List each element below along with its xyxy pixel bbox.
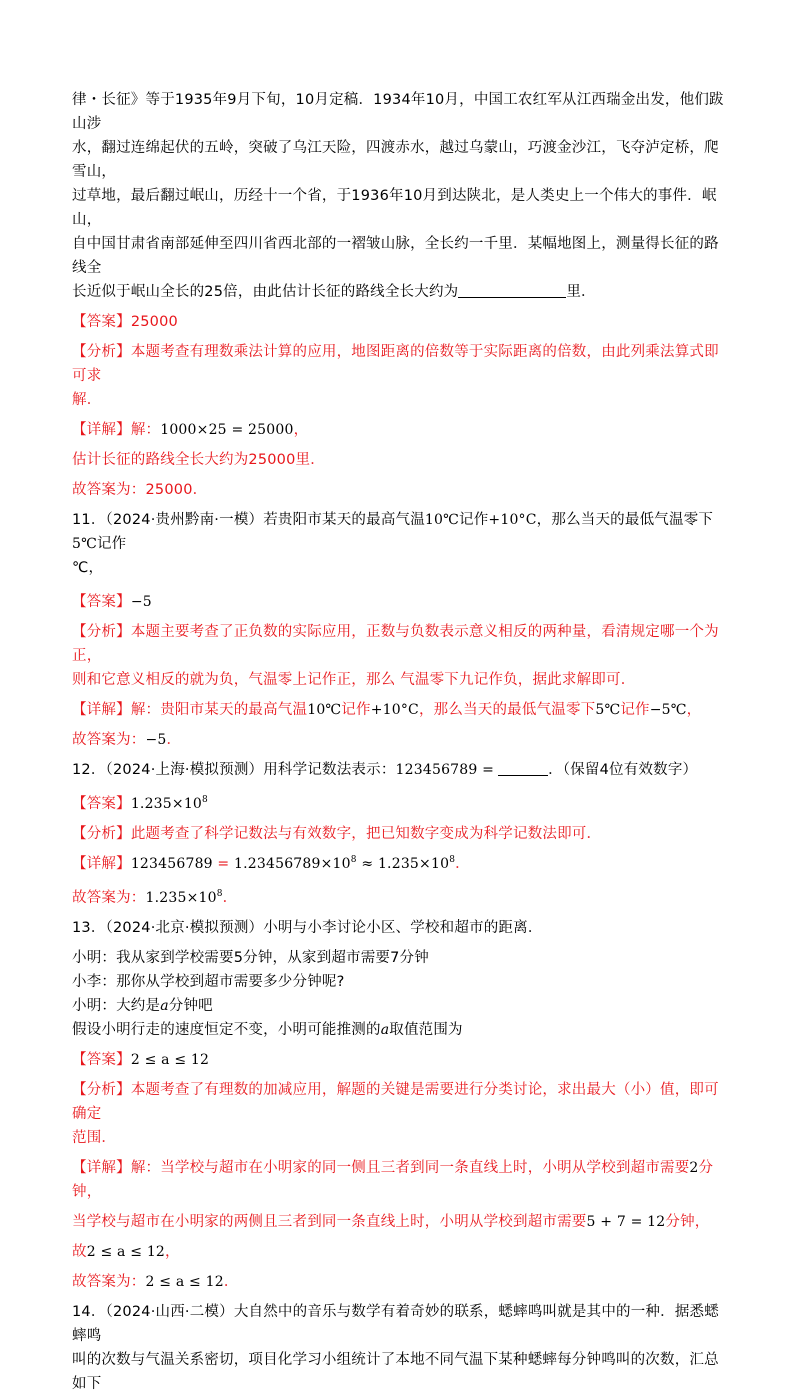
q10-text: 里． bbox=[566, 284, 596, 300]
q11-stem bbox=[72, 508, 732, 556]
q12-detail bbox=[72, 852, 732, 876]
final-end: ． bbox=[223, 1274, 239, 1290]
detail-math: 1.235×10 bbox=[377, 856, 450, 872]
analysis-text: 本题考查了有理数的加减应用，解题的关键是需要进行分类讨论，求出最大（小）值，即可确定 bbox=[72, 1082, 719, 1122]
q10-text-line: 律・长征》等于1935年9月下旬，10月定稿．1934年10月，中国工农红军从江西瑞金出发，他们跋山涉 bbox=[72, 92, 724, 132]
q10-analysis bbox=[72, 340, 732, 388]
final-end: ． bbox=[222, 890, 238, 906]
q12-stem bbox=[72, 758, 732, 782]
q10-detail-line2: 估计长征的路线全长大约为25000里． bbox=[72, 452, 325, 468]
analysis-text: 此题考查了科学记数法与有效数字，把已知数字变成为科学记数法即可． bbox=[130, 826, 602, 842]
final-value: 2 ≤ a ≤ 12 bbox=[145, 1274, 224, 1290]
q11-stem-line2: ℃， bbox=[72, 560, 104, 576]
detail-math: ≈ bbox=[356, 856, 378, 872]
detail-tag: 【详解】 bbox=[72, 1160, 131, 1176]
answer-tag: 【答案】 bbox=[72, 1052, 131, 1068]
detail-exponent: 8 bbox=[350, 855, 357, 865]
q13-text: 小明：大约是 bbox=[72, 998, 161, 1014]
detail-text: 分钟， bbox=[665, 1214, 710, 1230]
q11-analysis bbox=[72, 620, 732, 668]
q10-answer bbox=[72, 310, 732, 334]
q12-text: ．（保留4位有效数字） bbox=[548, 762, 698, 778]
final-end: ． bbox=[192, 482, 208, 498]
detail-text: ，那么当天的最低气温零下 bbox=[418, 702, 596, 718]
q12-math: 123456789 = bbox=[395, 762, 495, 778]
q13-dialogue-xiaoming2 bbox=[72, 994, 732, 1018]
q13-detail-line2 bbox=[72, 1210, 732, 1234]
q11-text: ，那么当天的最低气温零下 bbox=[536, 512, 714, 528]
detail-tag: 【详解】 bbox=[72, 422, 131, 438]
detail-text: 记作 bbox=[620, 702, 650, 718]
q13-analysis-line2: 范围． bbox=[72, 1130, 117, 1146]
detail-text: 解： bbox=[130, 422, 161, 438]
q10-detail bbox=[72, 418, 732, 442]
q11-math: 5℃ bbox=[72, 536, 97, 552]
document-page bbox=[72, 88, 732, 1396]
detail-math: +10°C bbox=[370, 702, 419, 718]
analysis-tag: 【分析】 bbox=[72, 344, 131, 360]
q11-detail bbox=[72, 698, 732, 722]
q13-detail bbox=[72, 1156, 732, 1204]
detail-math: 2 bbox=[689, 1160, 699, 1176]
detail-tag: 【详解】 bbox=[72, 702, 131, 718]
analysis-text: 本题主要考查了正负数的实际应用，正数与负数表示意义相反的两种量，看清规定哪一个为正， bbox=[72, 624, 719, 664]
final-end: ． bbox=[166, 732, 182, 748]
q13-stem: 13．（2024·北京·模拟预测）小明与小李讨论小区、学校和超市的距离． bbox=[72, 920, 543, 936]
q12-answer bbox=[72, 792, 732, 816]
final-value: −5 bbox=[145, 732, 167, 748]
answer-value: −5 bbox=[130, 594, 152, 610]
q13-dialogue-xiaoming: 小明：我从家到学校需要5分钟，从家到超市需要7分钟 bbox=[72, 950, 429, 966]
detail-text: ． bbox=[455, 856, 470, 872]
q10-final bbox=[72, 478, 732, 502]
detail-text: 记作 bbox=[341, 702, 371, 718]
final-label: 故答案为： bbox=[72, 482, 146, 498]
detail-text: ， bbox=[293, 422, 309, 438]
q13-assumption bbox=[72, 1018, 732, 1042]
q11-analysis-line2: 则和它意义相反的就为负，气温零上记作正，那么 气温零下九记作负，据此求解即可． bbox=[72, 672, 636, 688]
detail-math: 123456789 bbox=[130, 856, 213, 872]
final-exponent: 8 bbox=[216, 889, 223, 899]
q14-stem: 14．（2024·山西·二模）大自然中的音乐与数学有着奇妙的联系，蟋蟀鸣叫就是其中的一种．据悉蟋蟀鸣 bbox=[72, 1304, 719, 1344]
answer-blank bbox=[458, 281, 566, 298]
q13-answer bbox=[72, 1048, 732, 1072]
detail-math: 2 ≤ a ≤ 12 bbox=[86, 1244, 166, 1260]
q11-text: 11．（2024·贵州黔南·一模）若贵阳市某天的最高气温 bbox=[72, 512, 425, 528]
final-label: 故答案为： bbox=[72, 732, 146, 748]
detail-math: 10℃ bbox=[307, 702, 342, 718]
analysis-tag: 【分析】 bbox=[72, 1082, 131, 1098]
detail-text: ， bbox=[686, 702, 702, 718]
detail-text: 解：贵阳市某天的最高气温 bbox=[130, 702, 308, 718]
detail-exponent: 8 bbox=[449, 855, 456, 865]
detail-tag: 【详解】 bbox=[72, 856, 131, 872]
q11-text: 记作 bbox=[459, 512, 489, 528]
q11-math: +10°C bbox=[488, 512, 537, 528]
final-label: 故答案为： bbox=[72, 890, 146, 906]
q11-answer bbox=[72, 590, 732, 614]
q13-text: 假设小明行走的速度恒定不变，小明可能推测的 bbox=[72, 1022, 381, 1038]
answer-value: 25000 bbox=[130, 314, 178, 330]
answer-value: 2 ≤ a ≤ 12 bbox=[130, 1052, 210, 1068]
detail-text: 解：当学校与超市在小明家的同一侧且三者到同一条直线上时，小明从学校到超市需要 bbox=[130, 1160, 690, 1176]
final-label: 故答案为： bbox=[72, 1274, 146, 1290]
q12-final bbox=[72, 886, 732, 910]
q13-text: 取值范围为 bbox=[389, 1022, 463, 1038]
answer-tag: 【答案】 bbox=[72, 796, 131, 812]
detail-math: 1.23456789×10 bbox=[234, 856, 351, 872]
q14-stem-line2: 叫的次数与气温关系密切，项目化学习小组统计了本地不同气温下某种蟋蟀每分钟鸣叫的次数，汇总如下 bbox=[72, 1352, 719, 1392]
q10-text-line bbox=[72, 280, 732, 304]
answer-tag: 【答案】 bbox=[72, 594, 131, 610]
q13-dialogue-xiaoli: 小李：那你从学校到超市需要多少分钟呢? bbox=[72, 974, 345, 990]
analysis-tag: 【分析】 bbox=[72, 826, 131, 842]
q12-analysis bbox=[72, 822, 732, 846]
q13-final bbox=[72, 1270, 732, 1294]
q13-detail-line3 bbox=[72, 1240, 732, 1264]
detail-math: 5 + 7 = 12 bbox=[586, 1214, 666, 1230]
q11-math: 10℃ bbox=[424, 512, 459, 528]
q11-final bbox=[72, 728, 732, 752]
detail-text: 故 bbox=[72, 1244, 87, 1260]
detail-text: 当学校与超市在小明家的两侧且三者到同一条直线上时，小明从学校到超市需要 bbox=[72, 1214, 587, 1230]
q11-text: 记作 bbox=[96, 536, 127, 552]
q12-text: 12．（2024·上海·模拟预测）用科学记数法表示： bbox=[72, 762, 396, 778]
detail-math: 5℃ bbox=[595, 702, 621, 718]
q10-text-line: 水，翻过连绵起伏的五岭，突破了乌江天险，四渡赤水，越过乌蒙山，巧渡金沙江，飞夺泸定桥，爬雪山， bbox=[72, 140, 719, 180]
detail-text: ， bbox=[165, 1244, 180, 1260]
detail-text: 分钟， bbox=[72, 1160, 714, 1200]
q13-analysis bbox=[72, 1078, 732, 1126]
q13-text: 分钟吧 bbox=[168, 998, 213, 1014]
answer-blank bbox=[498, 759, 548, 776]
answer-value: 1.235×10 bbox=[130, 796, 203, 812]
detail-math: = bbox=[212, 856, 235, 872]
detail-math: −5℃ bbox=[649, 702, 687, 718]
analysis-text: 本题考查有理数乘法计算的应用，地图距离的倍数等于实际距离的倍数，由此列乘法算式即可求 bbox=[72, 344, 719, 384]
final-value: 1.235×10 bbox=[145, 890, 217, 906]
q13-variable: a bbox=[160, 998, 169, 1014]
detail-math: 1000×25 = 25000 bbox=[160, 422, 294, 438]
answer-tag: 【答案】 bbox=[72, 314, 131, 330]
q10-analysis-line2: 解． bbox=[72, 392, 102, 408]
q10-text-line: 自中国甘肃省南部延伸至四川省西北部的一褶皱山脉，全长约一千里．某幅地图上，测量得长征的路线全 bbox=[72, 236, 719, 276]
q13-variable: a bbox=[380, 1022, 390, 1038]
final-value: 25000 bbox=[145, 482, 193, 498]
analysis-tag: 【分析】 bbox=[72, 624, 131, 640]
q10-text: 长近似于岷山全长的25倍，由此估计长征的路线全长大约为 bbox=[72, 284, 459, 300]
q10-text-line: 过草地，最后翻过岷山，历经十一个省，于1936年10月到达陕北，是人类史上一个伟大的事件．岷山， bbox=[72, 188, 717, 228]
answer-exponent: 8 bbox=[202, 795, 208, 805]
